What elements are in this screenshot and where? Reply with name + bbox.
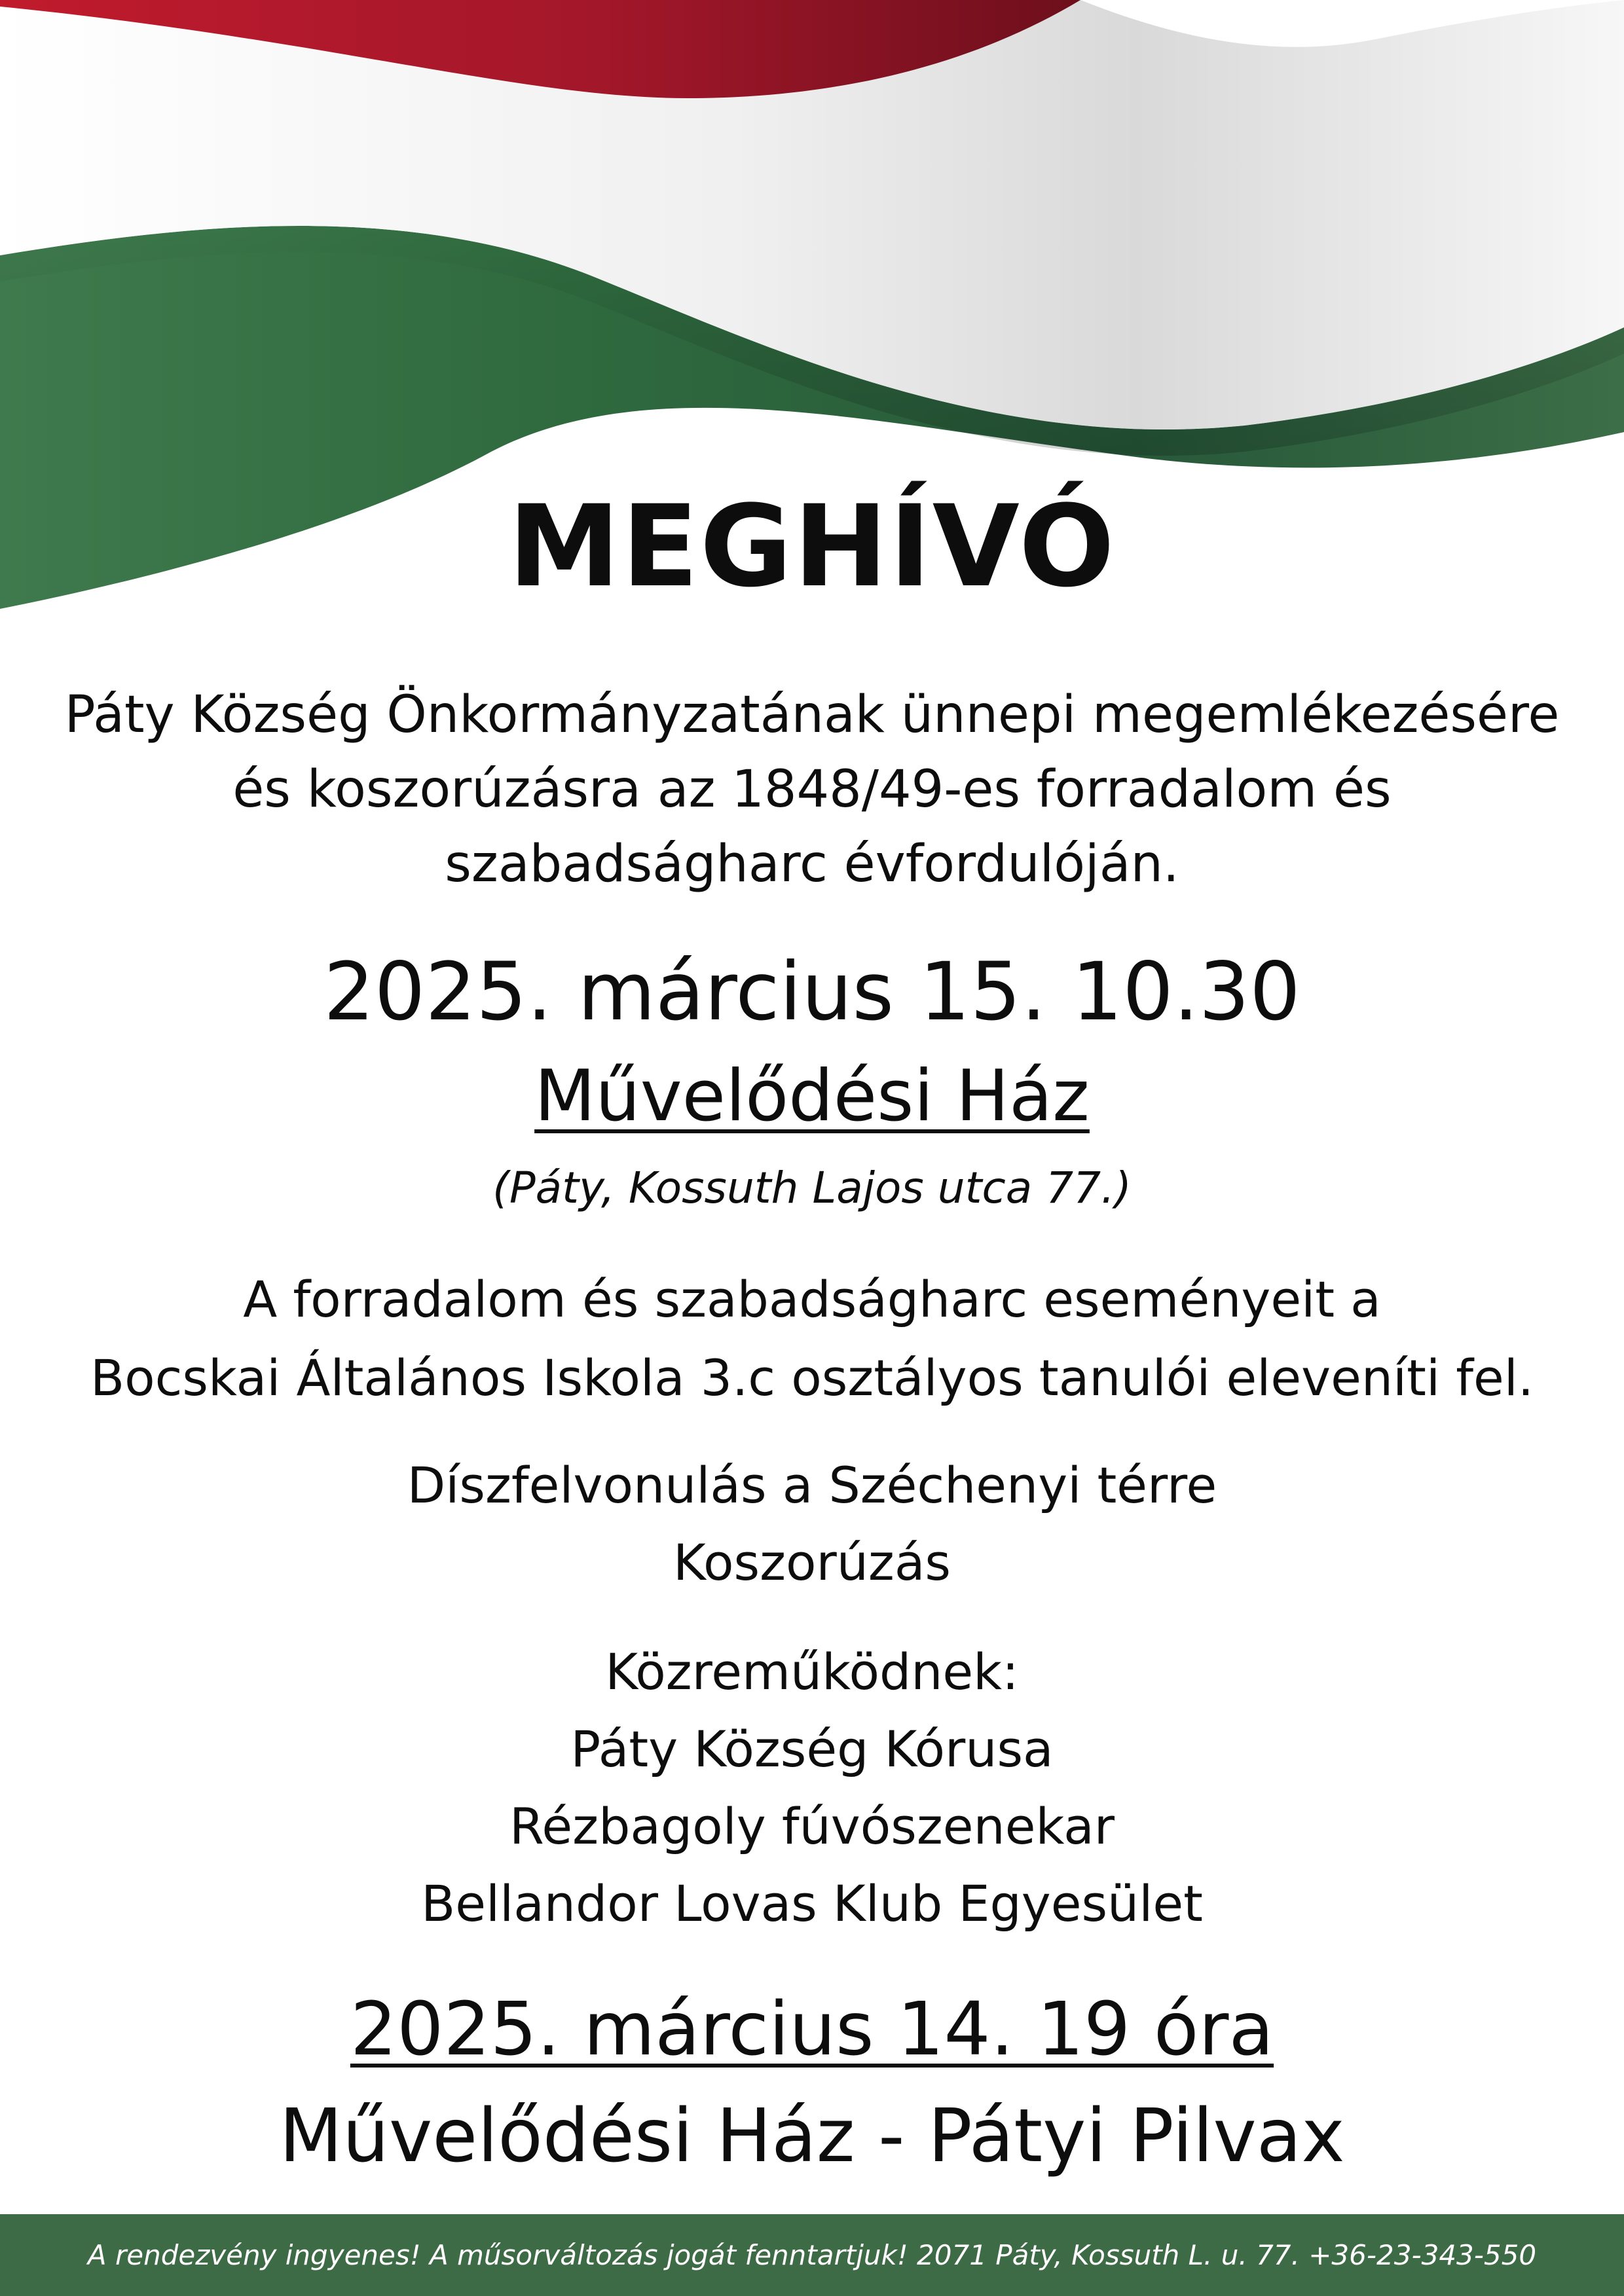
intro-line: szabadságharc évfordulóján. [445, 835, 1179, 894]
contributors-section [0, 1633, 1624, 1942]
contributors-heading: Közreműködnek: [605, 1643, 1019, 1701]
program-line: Bocskai Általános Iskola 3.c osztályos tanulói eleveníti fel. [90, 1349, 1534, 1407]
contributor-item: Rézbagoly fúvószenekar [509, 1797, 1115, 1855]
intro-line: Páty Község Önkormányzatának ünnepi megemlékezésére [64, 685, 1560, 744]
program-line: A forradalom és szabadságharc eseményeit a [243, 1270, 1381, 1328]
ceremony-item: Koszorúzás [673, 1533, 951, 1592]
invitation-title: MEGHÍVÓ [507, 481, 1116, 612]
main-event-venue [0, 1048, 1624, 1146]
footer-text: A rendezvény ingyenes! A műsorváltozás jogát fenntartjuk! 2071 Páty, Kossuth L. u. 77. +36-23-343-550 [87, 2239, 1537, 2271]
second-event-date [0, 1980, 1624, 2079]
second-event-venue: Művelődési Ház - Pátyi Pilvax [279, 2094, 1345, 2179]
intro-line: és koszorúzásra az 1848/49-es forradalom és [232, 760, 1392, 819]
intro-paragraph [0, 678, 1624, 902]
main-event-date: 2025. március 15. 10.30 [323, 945, 1301, 1038]
main-event-venue-text: Művelődési Ház [534, 1055, 1090, 1137]
second-event-date-text: 2025. március 14. 19 óra [350, 1987, 1274, 2072]
contributor-item: Páty Község Kórusa [570, 1720, 1054, 1778]
ceremony-item: Díszfelvonulás a Széchenyi térre [407, 1456, 1217, 1514]
contributor-item: Bellandor Lovas Klub Egyesület [421, 1874, 1203, 1933]
footer-bar [0, 2214, 1624, 2296]
ceremony-list [0, 1447, 1624, 1601]
program-description [0, 1260, 1624, 1417]
main-event-address: (Páty, Kossuth Lajos utca 77.) [492, 1163, 1132, 1213]
